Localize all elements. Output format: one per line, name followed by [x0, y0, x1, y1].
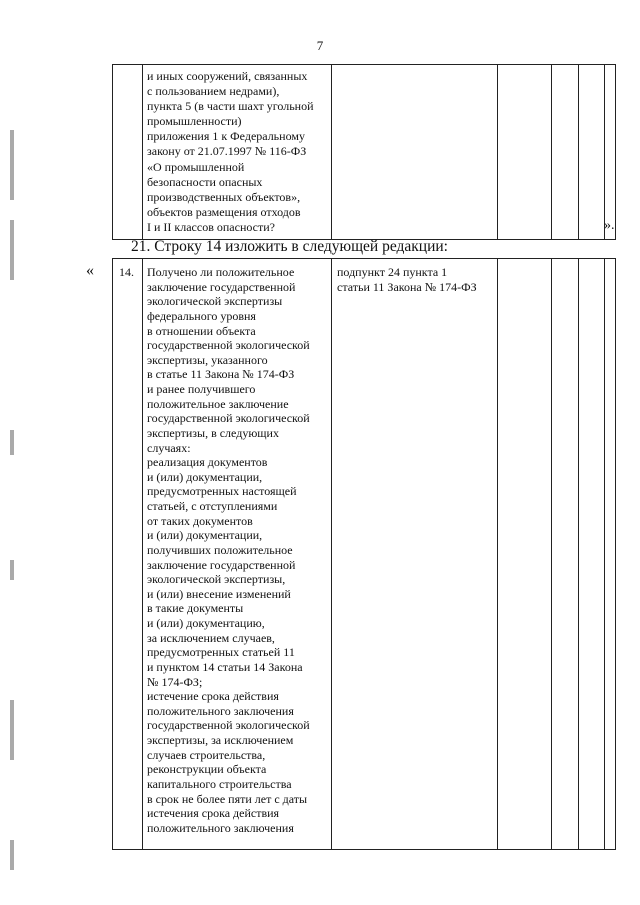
- scan-mark: [10, 130, 14, 200]
- column-divider: [578, 259, 579, 849]
- scan-mark: [10, 560, 14, 580]
- column-divider: [142, 65, 143, 239]
- column-divider: [578, 65, 579, 239]
- closing-quote: ».: [604, 218, 615, 233]
- scan-mark: [10, 430, 14, 455]
- requirements-table: [112, 258, 616, 850]
- column-divider: [497, 65, 498, 239]
- row-number: 14.: [119, 265, 134, 279]
- column-divider: [497, 259, 498, 849]
- scan-mark: [10, 700, 14, 760]
- column-divider: [331, 65, 332, 239]
- continuation-table: [112, 64, 616, 240]
- column-divider: [142, 259, 143, 849]
- column-divider: [604, 65, 605, 239]
- column-divider: [551, 259, 552, 849]
- opening-quote: «: [86, 262, 94, 279]
- scan-mark: [10, 840, 14, 870]
- column-divider: [551, 65, 552, 239]
- page-number: 7: [316, 38, 324, 53]
- question-cell-text: и иных сооружений, связанных с пользованием недрами), пункта 5 (в части шахт угольной промышленности) приложения 1 к Федеральному закону от 21.07.1997 № 116-ФЗ «О промышленной безопасности опасных производственных объектов», объектов размещения отходов I и II классов опасности?: [147, 69, 314, 234]
- column-divider: [604, 259, 605, 849]
- scan-mark: [10, 220, 14, 280]
- legal-reference-cell: подпункт 24 пункта 1 статьи 11 Закона № 174-ФЗ: [337, 265, 477, 294]
- question-cell-text: Получено ли положительное заключение государственной экологической экспертизы федерального уровня в отношении объекта государственной экологической экспертизы, указанного в статье 11 Закона № 174-ФЗ и ранее получившего положительное заключение государственной экологической экспертизы, в следующих случаях: реализация документов и (или) документации, предусмотренных настоящей статьей, с отступлениями от таких документов и (или) документации, получивших положительное заключение государственной экологической экспертизы, и (или) внесение изменений в такие документы и (или) документацию, за исключением случаев, предусмотренных статьей 11 и пунктом 14 статьи 14 Закона № 174-ФЗ; истечение срока действия положительного заключения государственной экологической экспертизы, за исключением случаев строительства, реконструкции объекта капитального строительства в срок не более пяти лет с даты истечения срока действия положительного заключения: [147, 265, 310, 835]
- amendment-instruction: 21. Строку 14 изложить в следующей редакции:: [131, 238, 448, 255]
